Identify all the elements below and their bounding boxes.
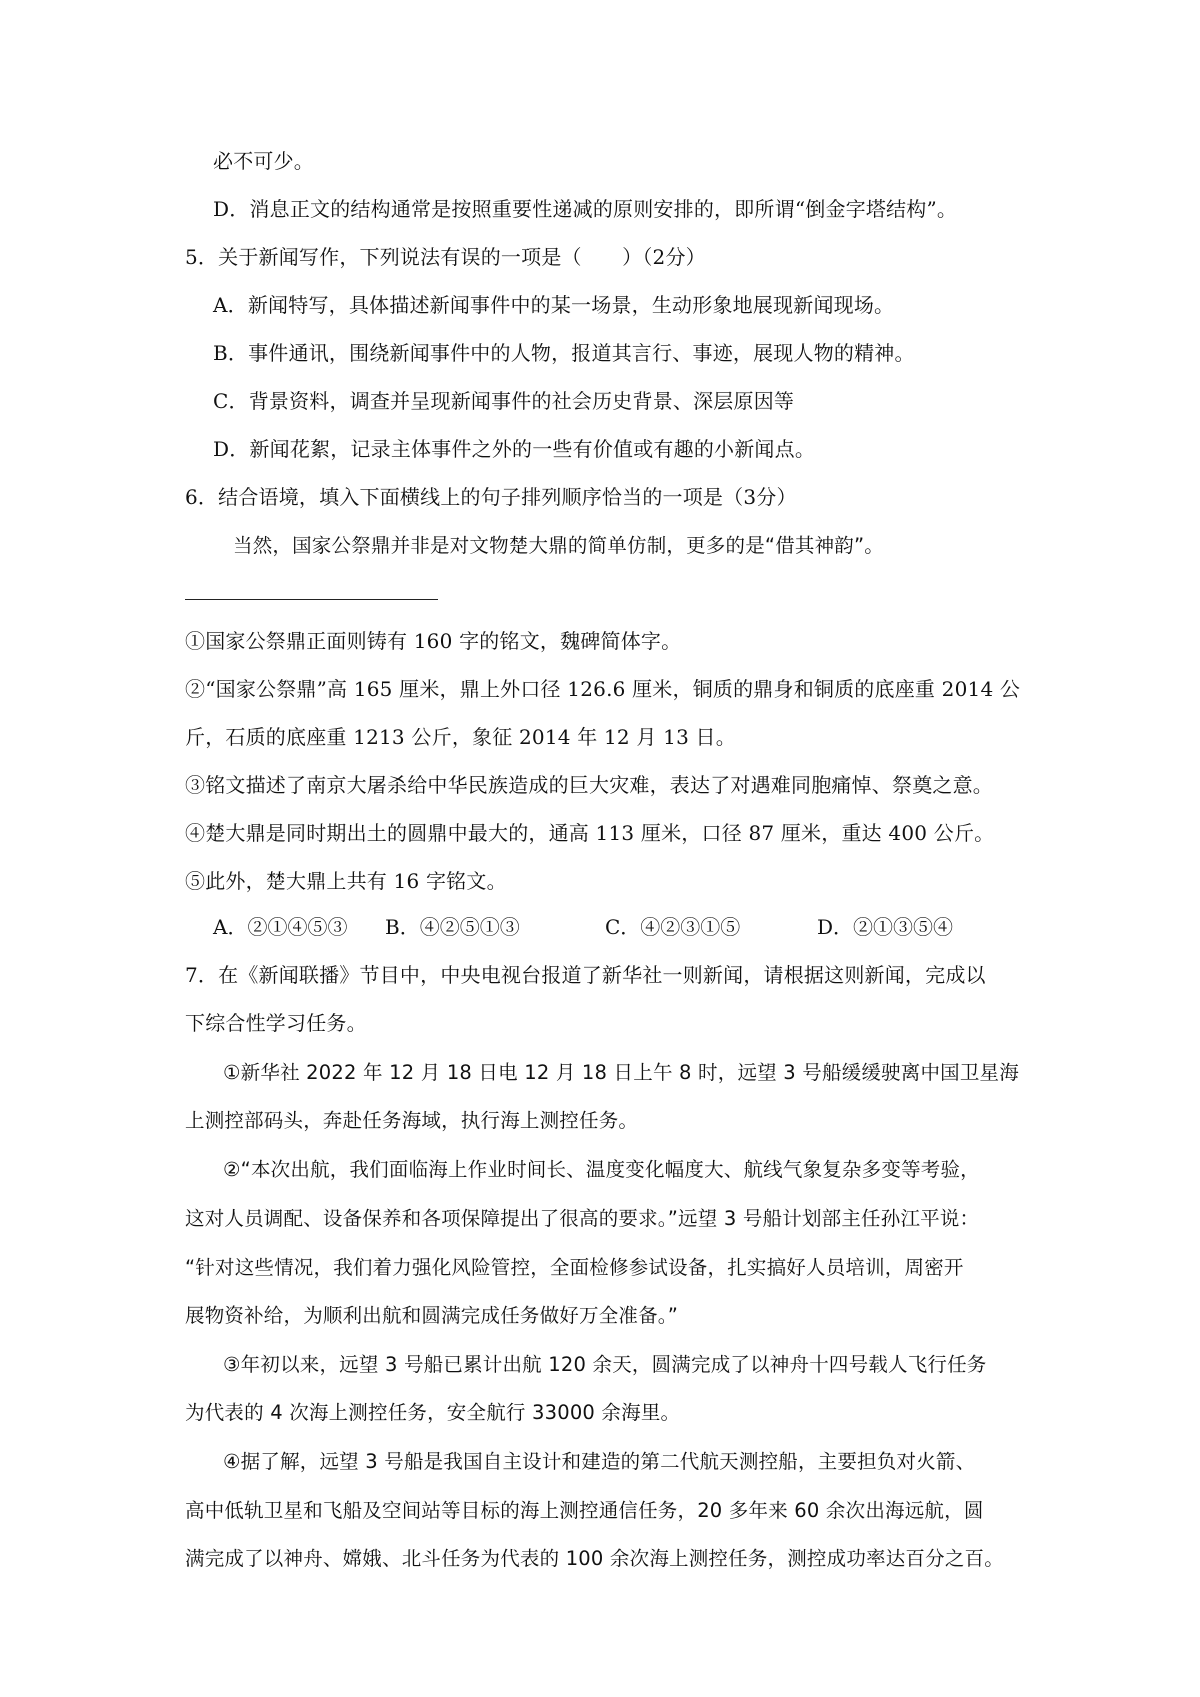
q6-option-a: A．②①④⑤③	[213, 915, 348, 939]
news-paragraph-4-cont: 高中低轨卫星和飞船及空间站等目标的海上测控通信任务，20 多年来 60 余次出海远航，圆	[185, 1499, 984, 1522]
question-7-stem-cont: 下综合性学习任务。	[185, 1011, 367, 1035]
q6-option-b: B．④②⑤①③	[385, 915, 520, 939]
q5-option-d: D．新闻花絮，记录主体事件之外的一些有价值或有趣的小新闻点。	[213, 437, 816, 461]
q6-sentence-4: ④楚大鼎是同时期出土的圆鼎中最大的，通高 113 厘米，口径 87 厘米，重达 400 公斤。	[185, 821, 995, 845]
news-paragraph-4: ④据了解，远望 3 号船是我国自主设计和建造的第二代航天测控船，主要担负对火箭、	[223, 1450, 976, 1473]
question-5-stem: 5．关于新闻写作，下列说法有误的一项是（ ）（2分）	[185, 245, 706, 269]
q6-sentence-1: ①国家公祭鼎正面则铸有 160 字的铭文，魏碑简体字。	[185, 629, 682, 653]
question-7-stem: 7．在《新闻联播》节目中，中央电视台报道了新华社一则新闻，请根据这则新闻，完成以	[185, 963, 986, 987]
news-paragraph-4-cont: 满完成了以神舟、嫦娥、北斗任务为代表的 100 余次海上测控任务，测控成功率达百分之百。	[185, 1547, 1004, 1570]
question-6-stem: 6．结合语境，填入下面横线上的句子排列顺序恰当的一项是（3分）	[185, 485, 797, 509]
q6-sentence-3: ③铭文描述了南京大屠杀给中华民族造成的巨大灾难，表达了对遇难同胞痛悼、祭奠之意。	[185, 773, 993, 797]
q6-option-c: C．④②③①⑤	[605, 915, 741, 939]
news-paragraph-2-cont: 这对人员调配、设备保养和各项保障提出了很高的要求。”远望 3 号船计划部主任孙江平说：	[185, 1207, 980, 1230]
fill-in-blank-line	[185, 599, 438, 600]
news-paragraph-1: ①新华社 2022 年 12 月 18 日电 12 月 18 日上午 8 时，远望 3 号船缓缓驶离中国卫星海	[223, 1061, 1019, 1084]
q6-context-sentence: 当然，国家公祭鼎并非是对文物楚大鼎的简单仿制，更多的是“借其神韵”。	[233, 534, 885, 557]
q6-options	[213, 914, 993, 940]
news-paragraph-3: ③年初以来，远望 3 号船已累计出航 120 余天，圆满完成了以神舟十四号载人飞行任务	[223, 1353, 987, 1376]
news-paragraph-2-cont: “针对这些情况，我们着力强化风险管控，全面检修参试设备，扎实搞好人员培训，周密开	[185, 1256, 964, 1279]
news-paragraph-2-cont: 展物资补给，为顺利出航和圆满完成任务做好万全准备。”	[185, 1304, 679, 1327]
q6-sentence-5: ⑤此外，楚大鼎上共有 16 字铭文。	[185, 869, 507, 893]
q6-option-d: D．②①③⑤④	[817, 915, 954, 939]
q5-option-a: A．新闻特写，具体描述新闻事件中的某一场景，生动形象地展现新闻现场。	[213, 293, 895, 317]
news-paragraph-1-cont: 上测控部码头，奔赴任务海域，执行海上测控任务。	[185, 1109, 639, 1132]
text-line: 必不可少。	[213, 149, 314, 173]
news-paragraph-3-cont: 为代表的 4 次海上测控任务，安全航行 33000 余海里。	[185, 1401, 681, 1424]
q5-option-b: B．事件通讯，围绕新闻事件中的人物，报道其言行、事迹，展现人物的精神。	[213, 341, 915, 365]
q4-option-d: D．消息正文的结构通常是按照重要性递减的原则安排的，即所谓“倒金字塔结构”。	[213, 197, 958, 221]
news-paragraph-2: ②“本次出航，我们面临海上作业时间长、温度变化幅度大、航线气象复杂多变等考验，	[223, 1158, 980, 1181]
q6-sentence-2-cont: 斤，石质的底座重 1213 公斤，象征 2014 年 12 月 13 日。	[185, 725, 736, 749]
q5-option-c: C．背景资料，调查并呈现新闻事件的社会历史背景、深层原因等	[213, 389, 795, 413]
q6-sentence-2: ②“国家公祭鼎”高 165 厘米，鼎上外口径 126.6 厘米，铜质的鼎身和铜质的底座重 2014 公	[185, 677, 1021, 701]
